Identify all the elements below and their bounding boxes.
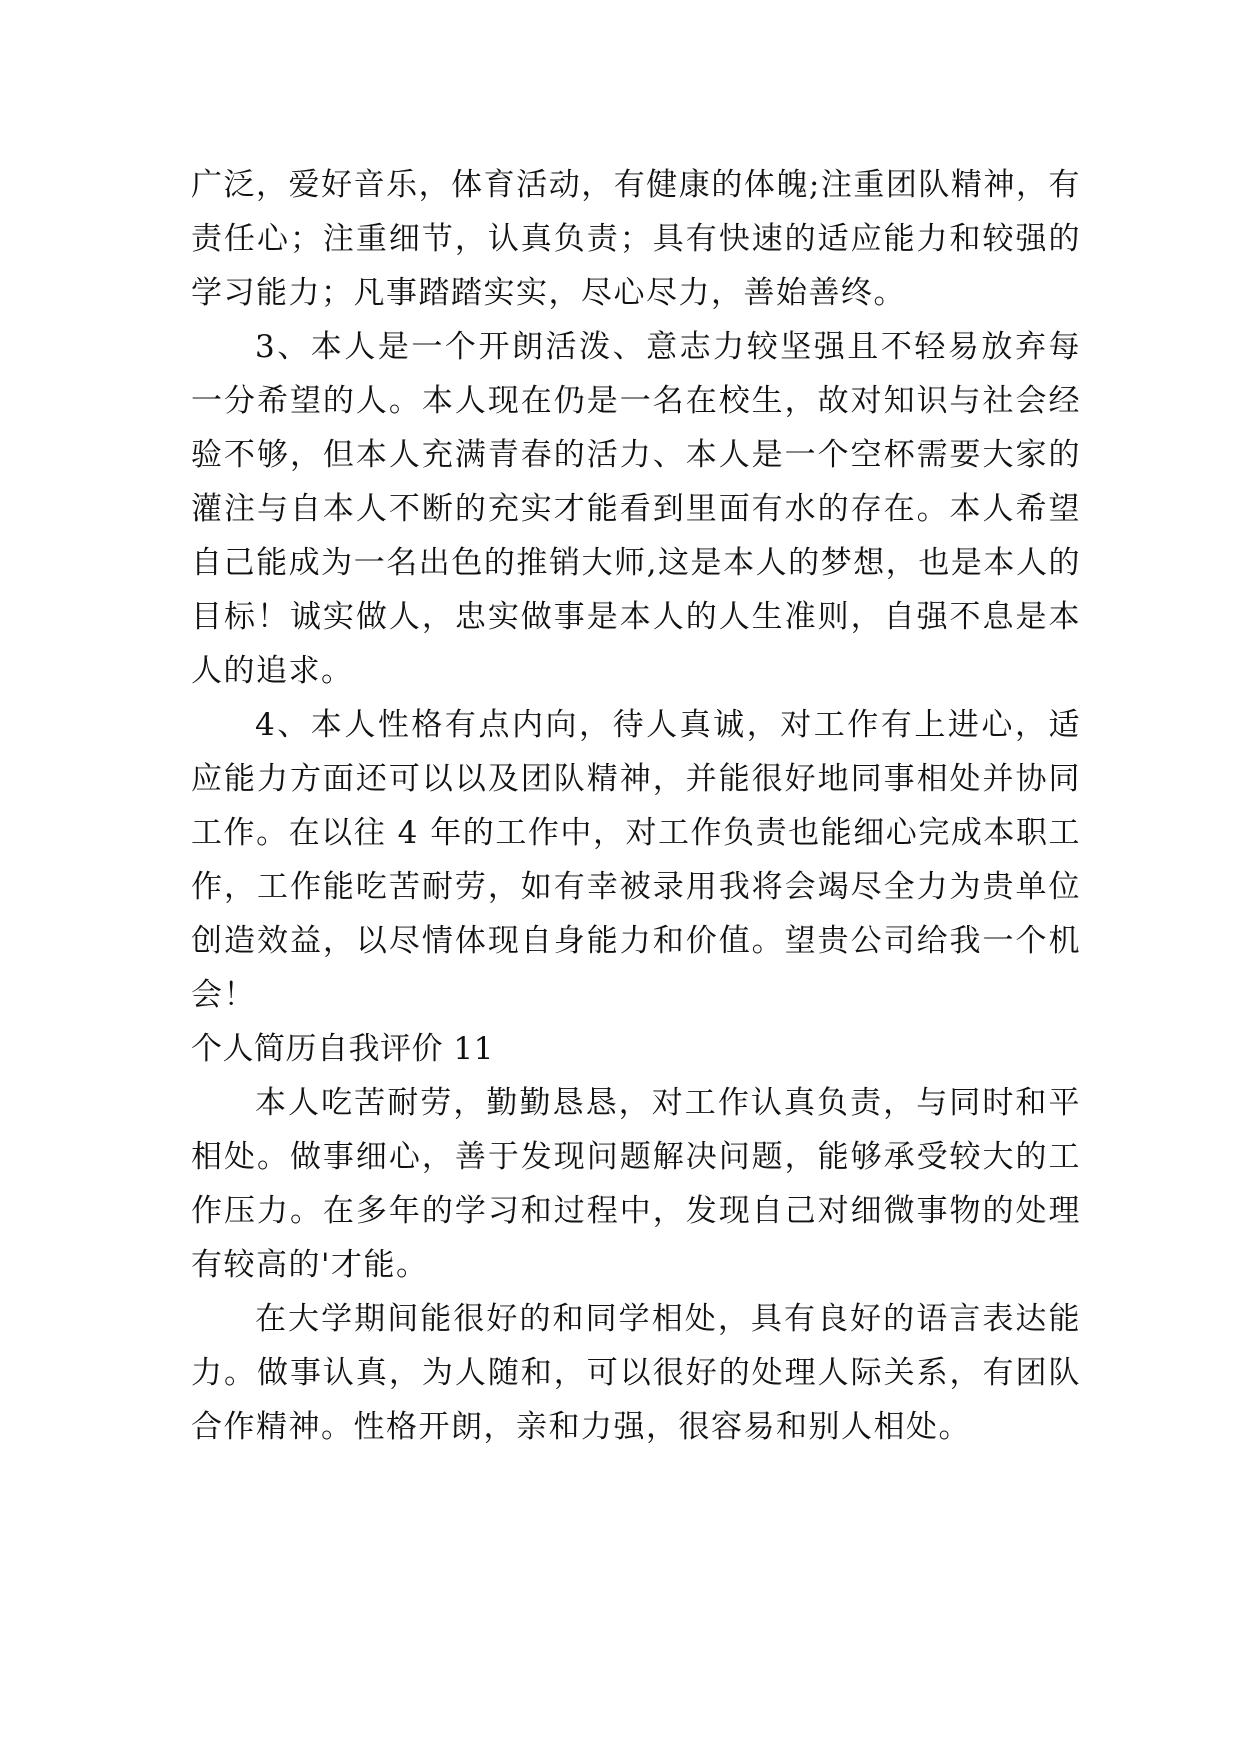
paragraph-hobbies: 广泛，爱好音乐，体育活动，有健康的体魄;注重团队精神，有责任心；注重细节，认真负责；具有快速的适应能力和较强的学习能力；凡事踏踏实实，尽心尽力，善始善终。 (191, 167, 1081, 311)
document-body (191, 158, 1081, 1454)
section-paragraph-2: 在大学期间能很好的和同学相处，具有良好的语言表达能力。做事认真，为人随和，可以很好的处理人际关系，有团队合作精神。性格开朗，亲和力强，很容易和别人相处。 (191, 1301, 1081, 1445)
paragraph-item-3: 3、本人是一个开朗活泼、意志力较坚强且不轻易放弃每一分希望的人。本人现在仍是一名在校生，故对知识与社会经验不够，但本人充满青春的活力、本人是一个空杯需要大家的灌注与自本人不断的充实才能看到里面有水的存在。本人希望自己能成为一名出色的推销大师,这是本人的梦想，也是本人的目标！诚实做人，忠实做事是本人的人生准则，自强不息是本人的追求。 (191, 329, 1081, 689)
section-title: 个人简历自我评价 11 (191, 1031, 494, 1067)
section-paragraph-1: 本人吃苦耐劳，勤勤恳恳，对工作认真负责，与同时和平相处。做事细心，善于发现问题解决问题，能够承受较大的工作压力。在多年的学习和过程中，发现自己对细微事物的处理有较高的'才能。 (191, 1085, 1081, 1283)
paragraph-item-4: 4、本人性格有点内向，待人真诚，对工作有上进心，适应能力方面还可以以及团队精神，并能很好地同事相处并协同工作。在以往 4 年的工作中，对工作负责也能细心完成本职工作，工作能吃苦耐劳，如有幸被录用我将会竭尽全力为贵单位创造效益，以尽情体现自身能力和价值。望贵公司给我一个机会！ (191, 707, 1081, 1013)
